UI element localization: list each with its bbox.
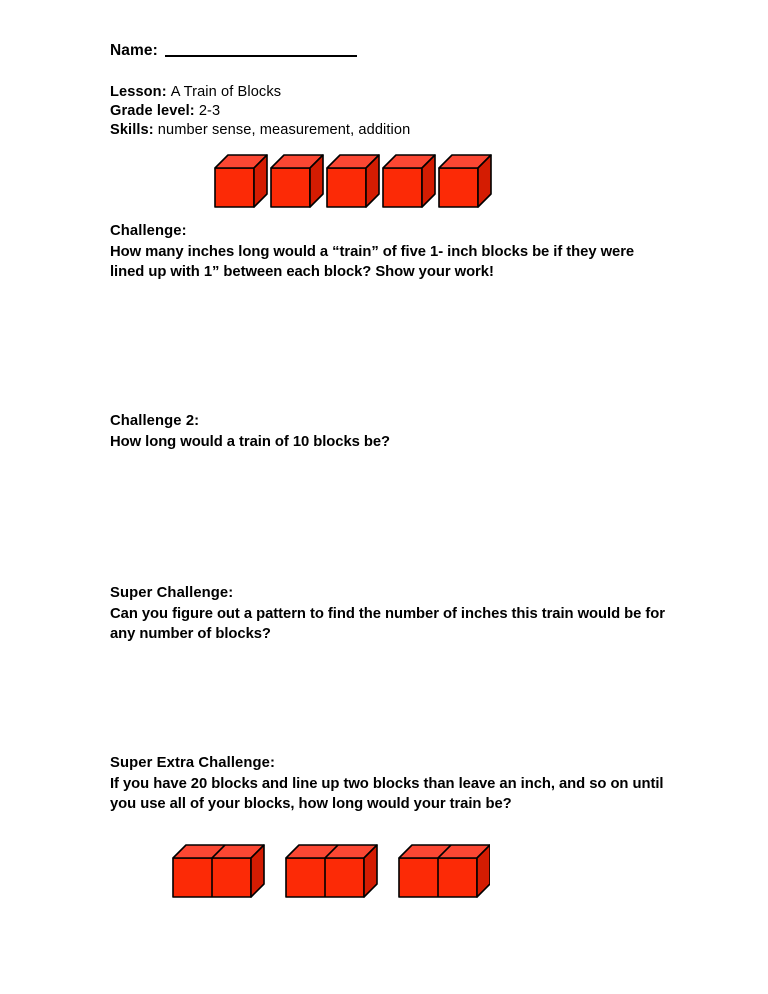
grade-level-line: [110, 102, 410, 121]
section-challenge-2: [110, 412, 670, 552]
super-challenge-body: Can you figure out a pattern to find the number of inches this train would be for any number of blocks?: [110, 605, 665, 642]
block-pair-row-svg: [172, 842, 490, 904]
five-single-blocks-figure: [214, 152, 496, 214]
challenge-answer-space[interactable]: [110, 283, 670, 383]
challenge-title: Challenge:: [110, 223, 187, 239]
section-challenge: [110, 222, 670, 383]
super-extra-challenge-title: Super Extra Challenge:: [110, 755, 276, 771]
block-2: [271, 155, 323, 207]
block-4: [383, 155, 435, 207]
grade-level-value: 2-3: [198, 103, 221, 119]
lesson-metadata: [110, 83, 410, 140]
challenge-body: How many inches long would a “train” of five 1- inch blocks be if they were lined up with 1” between each block? Show your work!: [110, 243, 635, 280]
grade-level-label: Grade level:: [110, 103, 195, 119]
name-input-blank[interactable]: [165, 55, 357, 57]
super-challenge-title: Super Challenge:: [110, 585, 234, 601]
super-challenge-answer-space[interactable]: [110, 645, 670, 745]
lesson-label: Lesson:: [110, 84, 167, 100]
block-3: [327, 155, 379, 207]
block-pair-2: [286, 845, 377, 897]
three-pairs-of-blocks-figure: [172, 842, 490, 904]
block-pair-3: [399, 845, 490, 897]
block-pair-1: [173, 845, 264, 897]
block-row-svg: [214, 152, 496, 214]
block-1: [215, 155, 267, 207]
challenge-2-body: How long would a train of 10 blocks be?: [110, 433, 391, 450]
challenge-2-answer-space[interactable]: [110, 452, 670, 552]
section-super-extra-challenge: [110, 754, 670, 815]
block-5: [439, 155, 491, 207]
skills-label: Skills:: [110, 122, 154, 138]
name-field-row: [110, 43, 357, 59]
challenge-2-title: Challenge 2:: [110, 413, 200, 429]
super-extra-challenge-body: If you have 20 blocks and line up two blocks than leave an inch, and so on until you use all of your blocks, how long would your train be?: [110, 775, 664, 812]
skills-line: [110, 121, 410, 140]
name-label: Name:: [110, 42, 158, 59]
section-super-challenge: [110, 584, 670, 745]
skills-value: number sense, measurement, addition: [157, 122, 411, 138]
lesson-line: [110, 83, 410, 102]
lesson-value: A Train of Blocks: [170, 84, 282, 100]
